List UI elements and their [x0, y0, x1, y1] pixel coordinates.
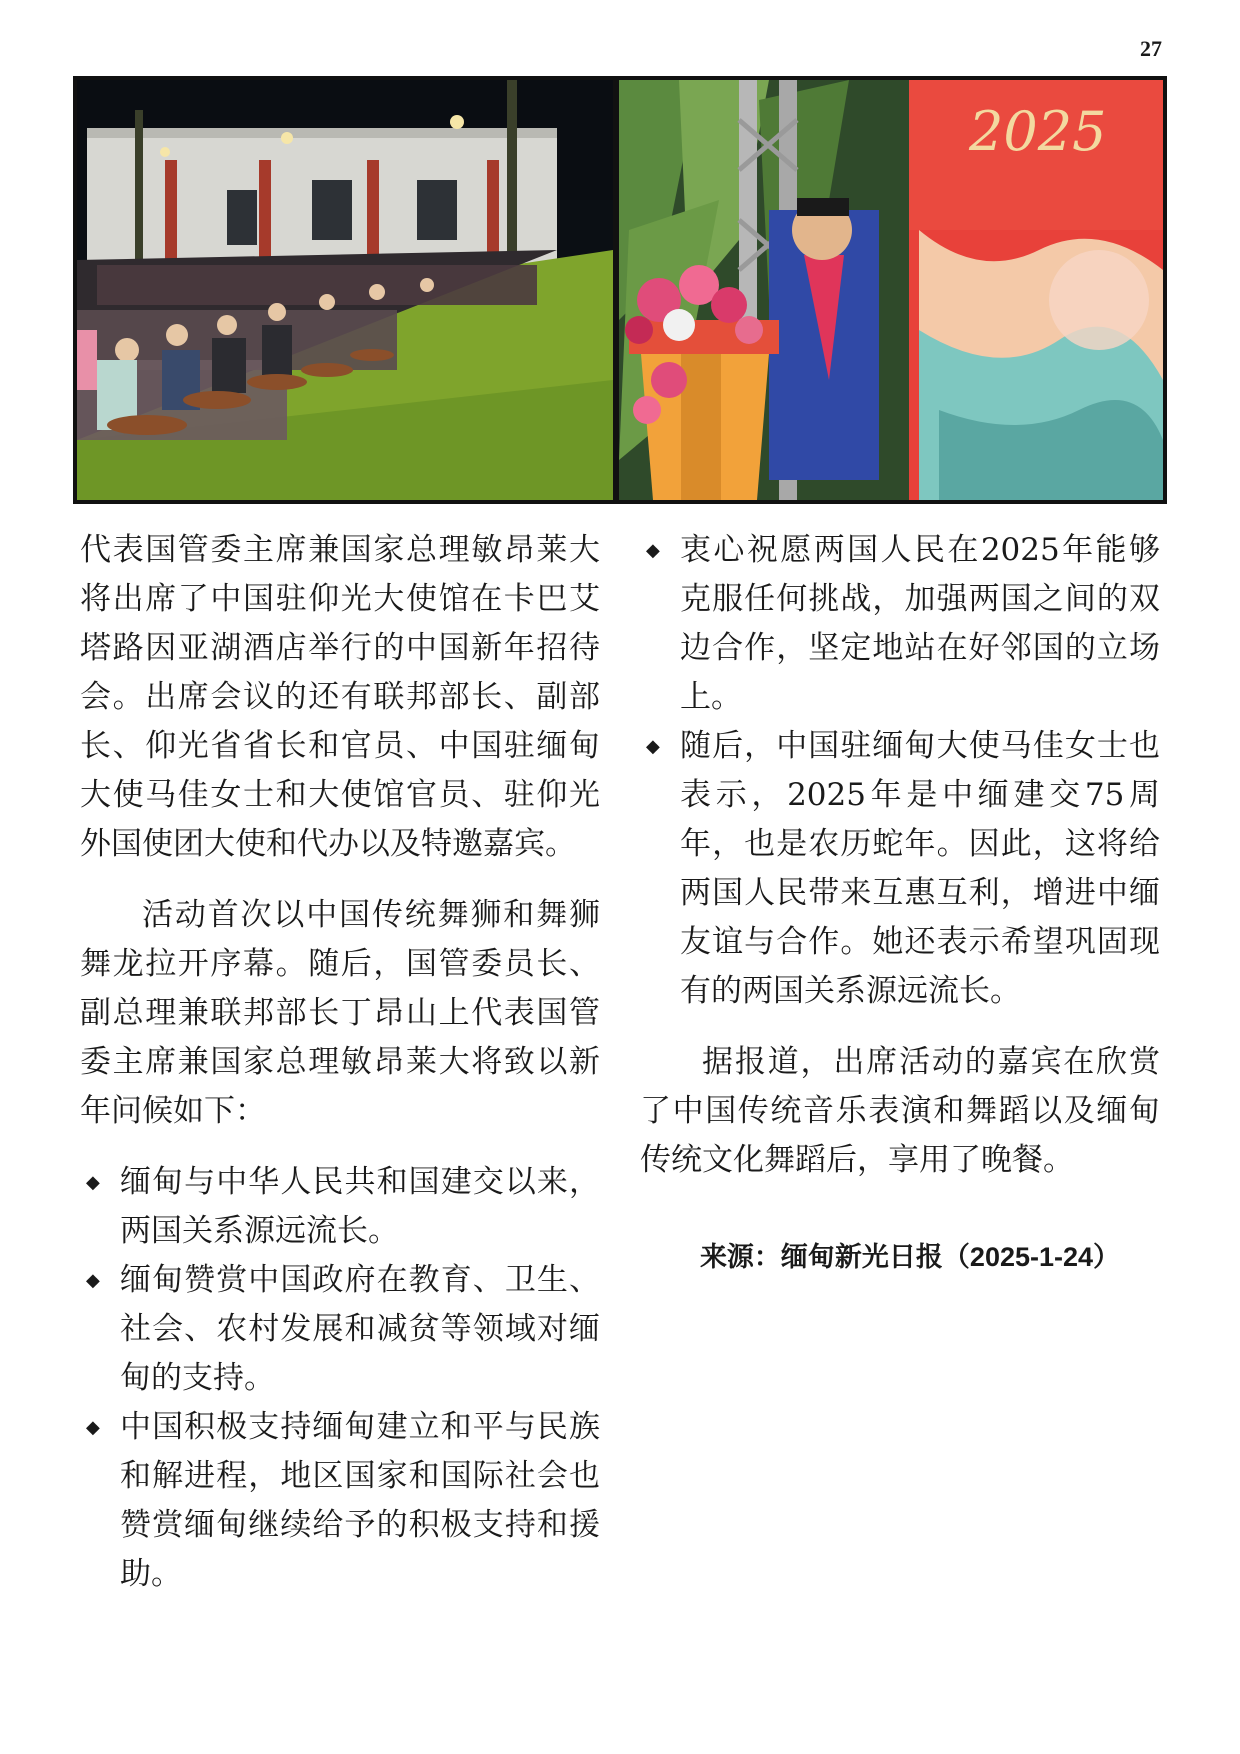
- reception-audience-photo: [77, 80, 613, 500]
- diamond-bullet-icon: ◆: [86, 1270, 100, 1291]
- list-item: [80, 1158, 600, 1256]
- list-item: [640, 526, 1160, 722]
- left-column: [80, 526, 600, 1599]
- audience-illustration: [77, 80, 613, 500]
- speaker-illustration: [619, 80, 1163, 500]
- paragraph-closing: 据报道，出席活动的嘉宾在欣赏了中国传统音乐表演和舞蹈以及缅甸传统文化舞蹈后，享用了晚餐。: [640, 1044, 1160, 1178]
- page-number: 27: [1140, 36, 1162, 61]
- list-item-text: 缅甸与中华人民共和国建交以来，两国关系源远流长。: [120, 1164, 600, 1249]
- banner-year-text: 2025: [969, 100, 1107, 163]
- photo-frame: [73, 76, 1167, 504]
- paragraph-opening: 活动首次以中国传统舞狮和舞狮舞龙拉开序幕。随后，国管委员长、副总理兼联邦部长丁昂山上代表国管委主席兼国家总理敏昂莱大将致以新年问候如下：: [80, 897, 600, 1129]
- list-item-text: 随后，中国驻缅甸大使马佳女士也表示，2025年是中缅建交75周年，也是农历蛇年。因此，这将给两国人民带来互惠互利，增进中缅友谊与合作。她还表示希望巩固现有的两国关系源远流长。: [680, 728, 1160, 1009]
- diamond-bullet-icon: ◆: [86, 1417, 100, 1438]
- source-citation: 来源：缅甸新光日报（2025-1-24）: [699, 1242, 1121, 1272]
- list-item-text: 中国积极支持缅甸建立和平与民族和解进程，地区国家和国际社会也赞赏缅甸继续给予的积极支持和援助。: [120, 1409, 600, 1592]
- greeting-list-right: [640, 526, 1160, 1016]
- list-item: [640, 722, 1160, 1016]
- paragraph-intro: 代表国管委主席兼国家总理敏昂莱大将出席了中国驻仰光大使馆在卡巴艾塔路因亚湖酒店举行的中国新年招待会。出席会议的还有联邦部长、副部长、仰光省省长和官员、中国驻缅甸大使马佳女士和大使馆官员、驻仰光外国使团大使和代办以及特邀嘉宾。: [80, 532, 600, 862]
- right-column: [640, 526, 1160, 1282]
- diamond-bullet-icon: ◆: [86, 1172, 100, 1193]
- diamond-bullet-icon: ◆: [646, 540, 660, 561]
- list-item-text: 缅甸赞赏中国政府在教育、卫生、社会、农村发展和减贫等领域对缅甸的支持。: [120, 1262, 600, 1396]
- speaker-podium-photo: [619, 80, 1163, 500]
- greeting-list-left: [80, 1158, 600, 1599]
- list-item: [80, 1256, 600, 1403]
- diamond-bullet-icon: ◆: [646, 736, 660, 757]
- list-item: [80, 1403, 600, 1599]
- list-item-text: 衷心祝愿两国人民在2025年能够克服任何挑战，加强两国之间的双边合作，坚定地站在好邻国的立场上。: [680, 532, 1160, 715]
